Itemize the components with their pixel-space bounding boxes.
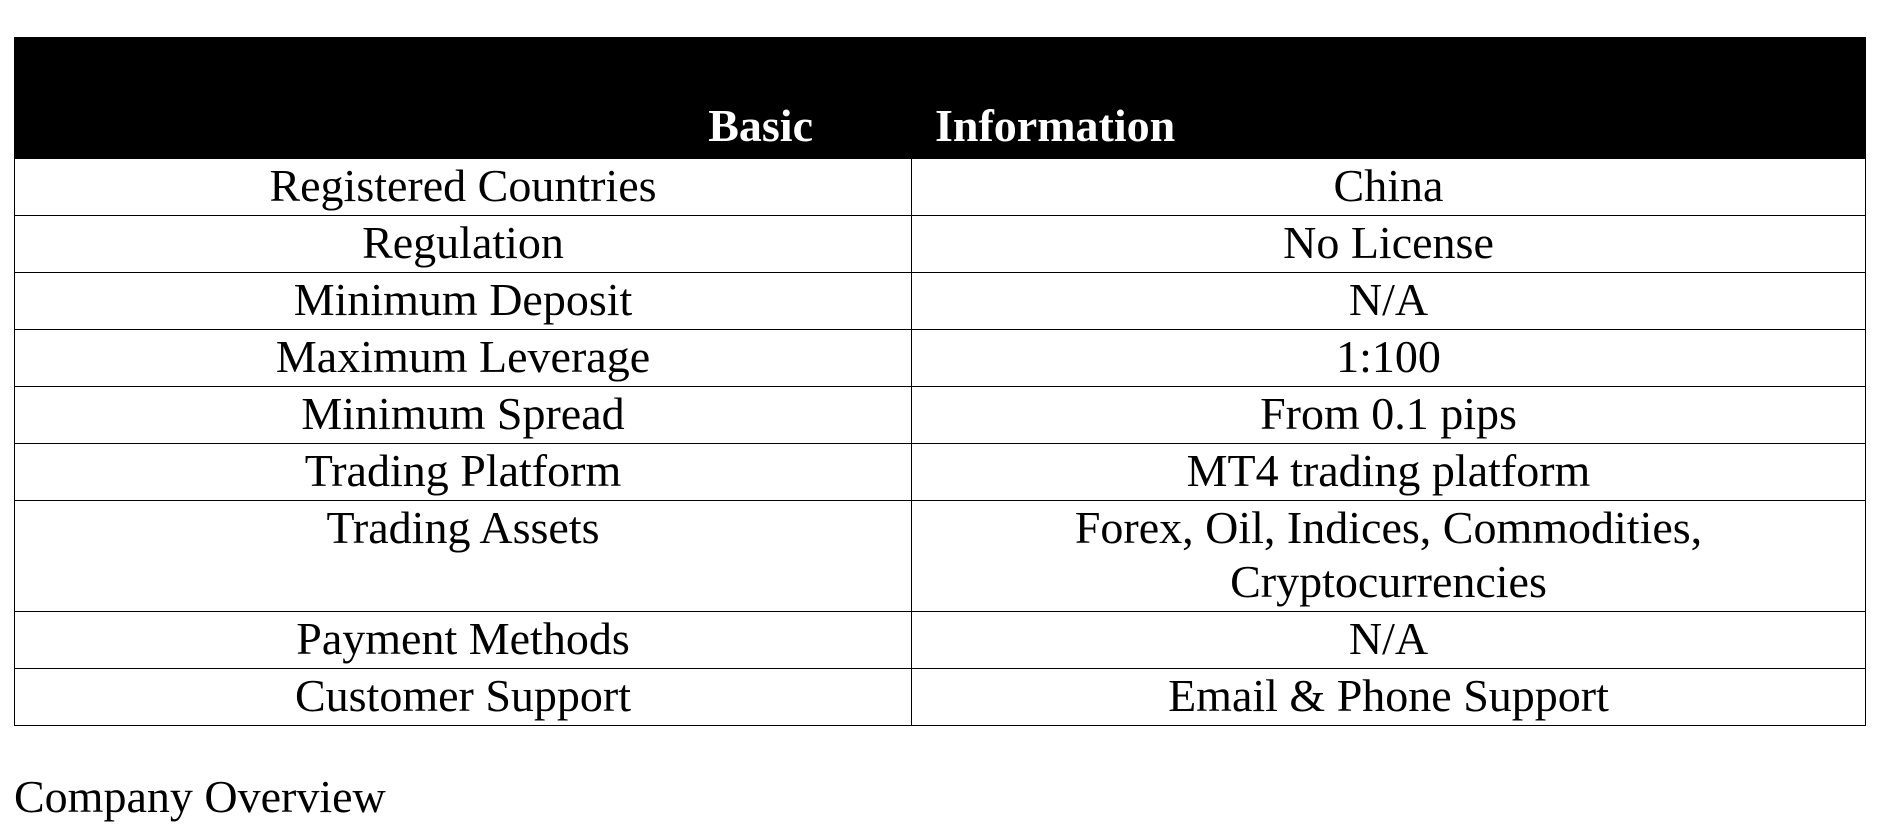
basic-information-table-container — [14, 37, 1865, 726]
row-label: Payment Methods — [15, 612, 912, 669]
row-label: Registered Countries — [15, 159, 912, 216]
table-row — [15, 444, 1866, 501]
row-label: Maximum Leverage — [15, 330, 912, 387]
table-row — [15, 330, 1866, 387]
row-value: China — [912, 159, 1866, 216]
row-value: N/A — [912, 273, 1866, 330]
table-row — [15, 387, 1866, 444]
table-row — [15, 501, 1866, 612]
table-row — [15, 216, 1866, 273]
header-information: Information — [912, 38, 1866, 159]
row-value-multiline — [912, 501, 1866, 612]
row-value: 1:100 — [912, 330, 1866, 387]
table-header-row — [15, 38, 1866, 159]
table-row — [15, 159, 1866, 216]
row-label: Customer Support — [15, 669, 912, 726]
row-value-line-1: Forex, Oil, Indices, Commodities, — [1074, 502, 1703, 553]
header-basic: Basic — [15, 38, 912, 159]
row-value: From 0.1 pips — [912, 387, 1866, 444]
row-value: MT4 trading platform — [912, 444, 1866, 501]
row-value: Email & Phone Support — [912, 669, 1866, 726]
row-value-line-2: Cryptocurrencies — [1230, 556, 1547, 607]
row-value: No License — [912, 216, 1866, 273]
cut-off-section-heading: Company Overview — [14, 771, 386, 822]
table-row — [15, 669, 1866, 726]
row-value: N/A — [912, 612, 1866, 669]
row-label: Minimum Spread — [15, 387, 912, 444]
basic-information-table — [14, 37, 1866, 726]
table-row — [15, 273, 1866, 330]
row-label: Trading Platform — [15, 444, 912, 501]
row-label: Regulation — [15, 216, 912, 273]
table-row — [15, 612, 1866, 669]
row-label: Trading Assets — [15, 501, 912, 612]
row-label: Minimum Deposit — [15, 273, 912, 330]
